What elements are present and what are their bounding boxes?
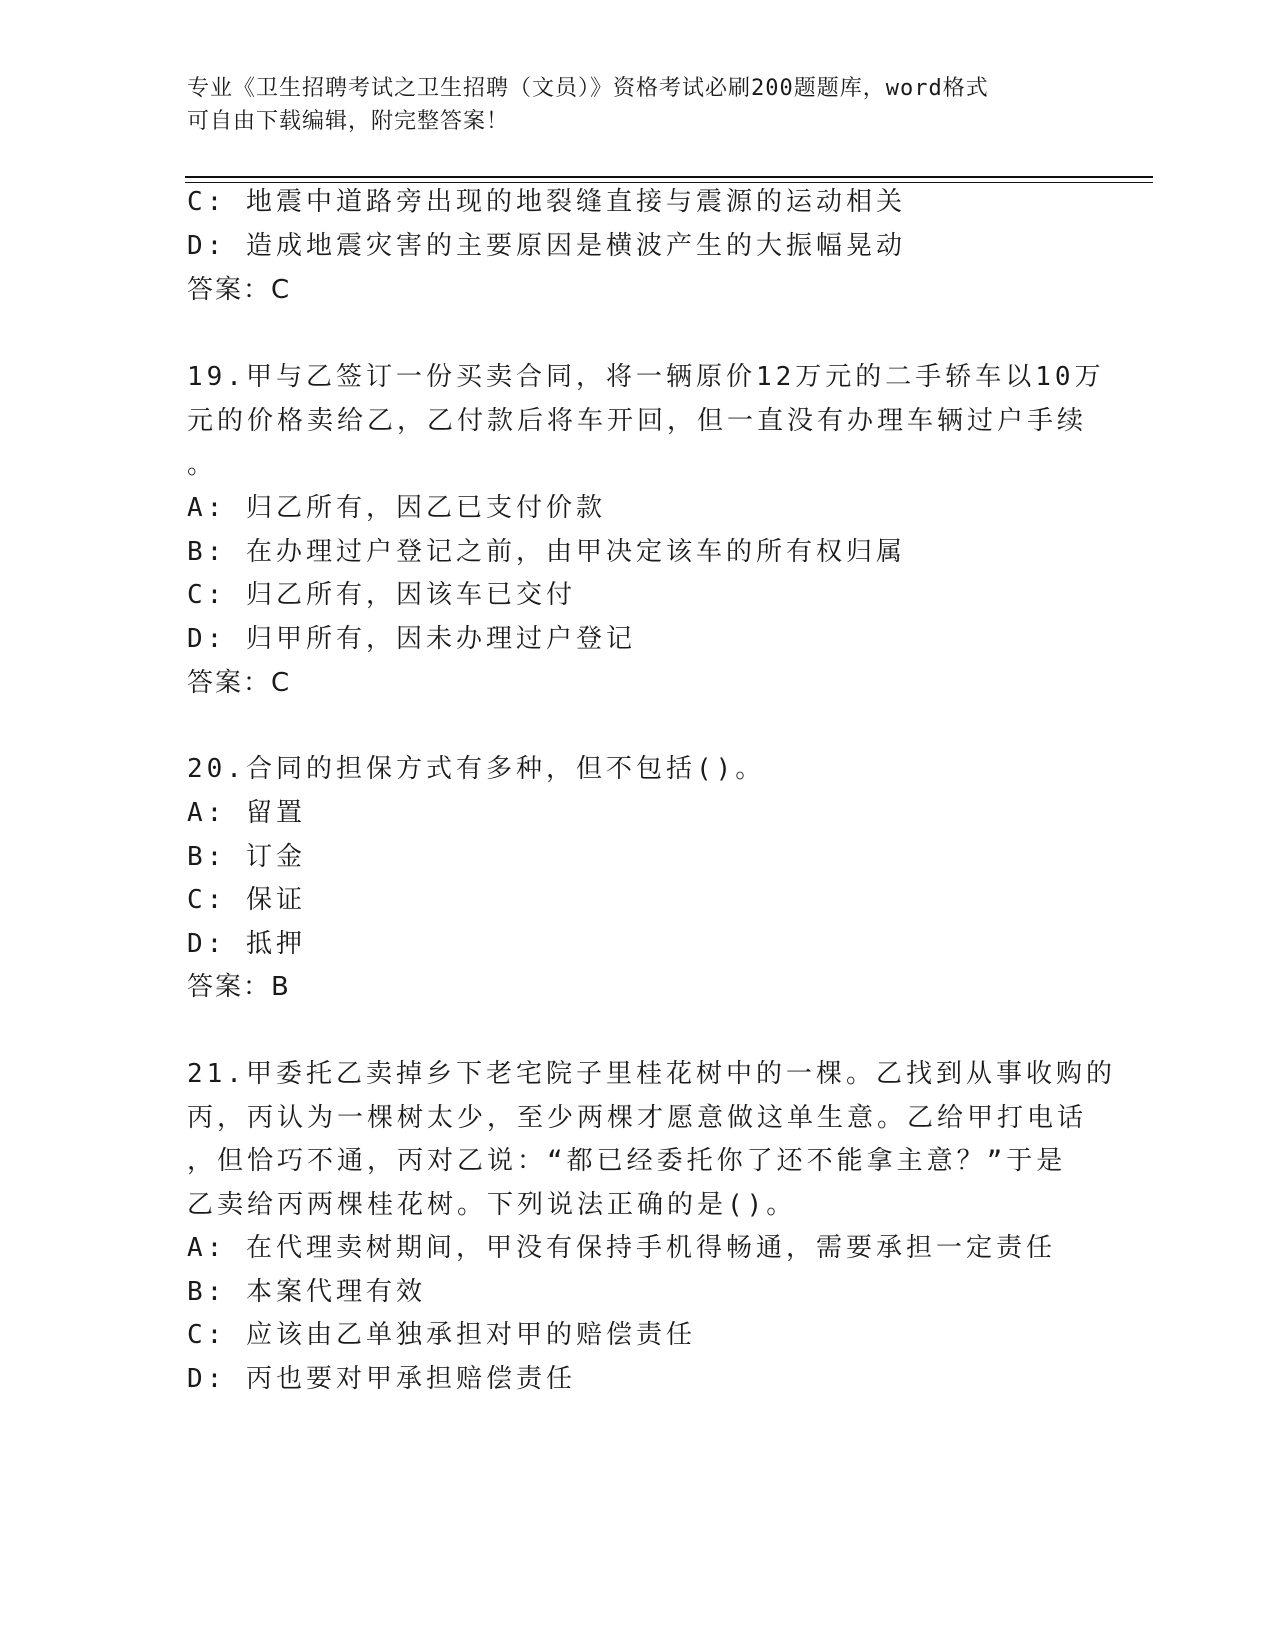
q21-option-c: C: 应该由乙单独承担对甲的赔偿责任 — [187, 1320, 696, 1350]
q21-stem-line-3: ，但恰巧不通，丙对乙说：“都已经委托你了还不能拿主意？”于是 — [187, 1146, 1067, 1176]
header-divider-thin — [185, 182, 1153, 183]
q21-option-b: B: 本案代理有效 — [187, 1277, 426, 1307]
document-header — [187, 72, 1067, 138]
header-divider-thick — [185, 176, 1153, 178]
header-title-line-1: 专业《卫生招聘考试之卫生招聘（文员）》资格考试必刷200题题库，word格式 — [187, 76, 989, 101]
q21-option-d: D: 丙也要对甲承担赔偿责任 — [187, 1364, 576, 1394]
q19-answer: 答案：C — [187, 668, 292, 698]
q20-answer: 答案：B — [187, 972, 291, 1002]
q19-stem-line-1: 19.甲与乙签订一份买卖合同，将一辆原价12万元的二手轿车以10万 — [187, 362, 1105, 392]
q19-option-b: B: 在办理过户登记之前，由甲决定该车的所有权归属 — [187, 537, 906, 567]
q21-stem-line-1: 21.甲委托乙卖掉乡下老宅院子里桂花树中的一棵。乙找到从事收购的 — [187, 1059, 1116, 1089]
q21-stem-line-2: 丙，丙认为一棵树太少，至少两棵才愿意做这单生意。乙给甲打电话 — [187, 1103, 1088, 1133]
header-title-line-2: 可自由下载编辑，附完整答案！ — [187, 109, 510, 134]
q19-option-d: D: 归甲所有，因未办理过户登记 — [187, 624, 636, 654]
q19-option-a: A: 归乙所有，因乙已支付价款 — [187, 493, 606, 523]
q20-option-c: C: 保证 — [187, 885, 306, 915]
q19-stem-line-3: 。 — [187, 450, 218, 480]
q20-option-d: D: 抵押 — [187, 929, 306, 959]
q19-stem-line-2: 元的价格卖给乙，乙付款后将车开回，但一直没有办理车辆过户手续 — [187, 406, 1088, 436]
q20-option-a: A: 留置 — [187, 798, 306, 828]
q18-answer: 答案：C — [187, 275, 292, 305]
q18-option-d: D: 造成地震灾害的主要原因是横波产生的大振幅晃动 — [187, 231, 906, 261]
q18-option-c: C: 地震中道路旁出现的地裂缝直接与震源的运动相关 — [187, 187, 906, 217]
q20-option-b: B: 订金 — [187, 842, 306, 872]
q21-stem-line-4: 乙卖给丙两棵桂花树。下列说法正确的是()。 — [187, 1190, 797, 1220]
q20-stem-line-1: 20.合同的担保方式有多种，但不包括()。 — [187, 754, 766, 784]
q19-option-c: C: 归乙所有，因该车已交付 — [187, 580, 576, 610]
q21-option-a: A: 在代理卖树期间，甲没有保持手机得畅通，需要承担一定责任 — [187, 1233, 1056, 1263]
